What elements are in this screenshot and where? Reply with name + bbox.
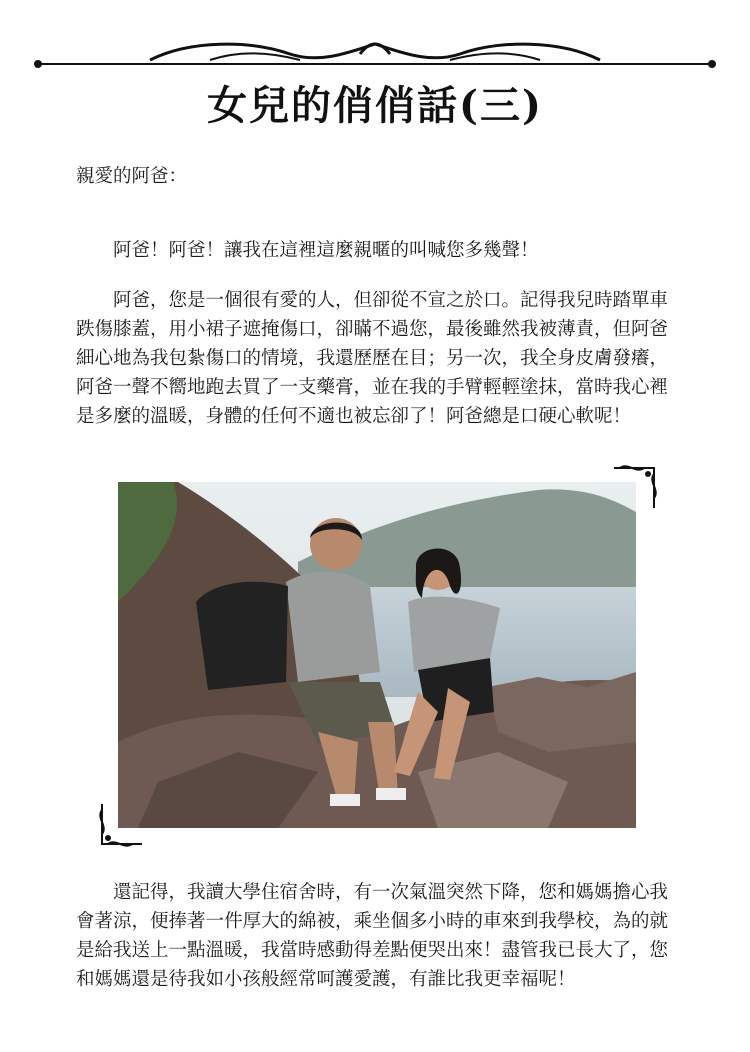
paragraph-2: 阿爸，您是一個很有愛的人，但卻從不宣之於口。記得我兒時踏單車跌傷膝蓋，用小裙子遮掩傷口，卻瞞不過您，最後雖然我被薄責，但阿爸細心地為我包紮傷口的情境，我還歷歷在目；另一次，我全身皮膚發癢，阿爸一聲不嚮地跑去買了一支藥膏，並在我的手臂輕輕塗抹，當時我心裡是多麼的溫暖，身體的任何不適也被忘卻了！阿爸總是口硬心軟呢！ <box>76 290 669 427</box>
page-title: 女兒的俏俏話(三) <box>207 82 543 129</box>
corner-ornament-bottom-left <box>94 800 146 852</box>
family-photo <box>118 482 636 828</box>
salutation: 親愛的阿爸： <box>76 166 188 187</box>
paragraph-1: 阿爸！阿爸！讓我在這裡這麼親暱的叫喊您多幾聲！ <box>113 240 539 261</box>
paragraph-3: 還記得，我讀大學住宿舍時，有一次氣溫突然下降，您和媽媽擔心我會著涼，便捧著一件厚大的綿被，乘坐個多小時的車來到我學校，為的就是給我送上一點溫暖，我當時感動得差點便哭出來！盡管我已長大了，您和媽媽還是待我如小孩般經常呵護愛護，有誰比我更幸福呢！ <box>76 882 669 990</box>
header-ornament <box>30 30 720 80</box>
